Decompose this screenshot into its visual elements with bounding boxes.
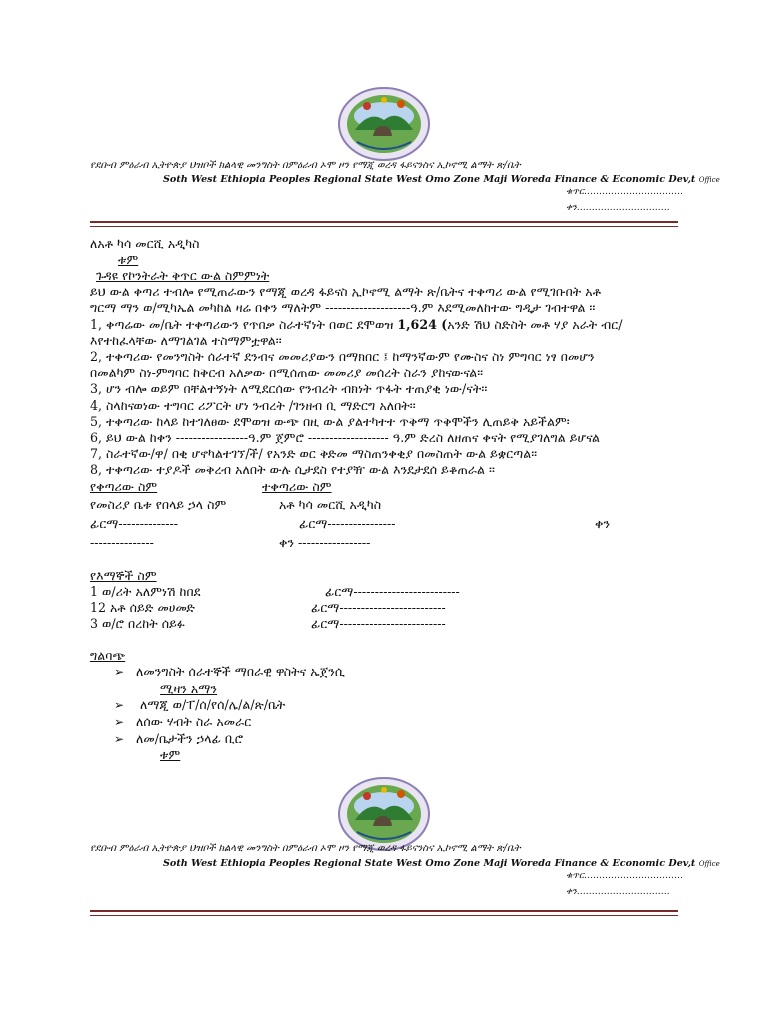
copy-item-3 — [114, 714, 251, 730]
salary-in-words: አንድ ሽህ ስድስት መቶ ሃያ አራት ብር/ — [447, 317, 623, 332]
copy-item-1-text: ለመንግስት ሰራተኞች ማበራዊ ዋስትና ኤጀንሲ — [136, 664, 345, 679]
employer-date-label: ቀን — [595, 516, 611, 531]
witness-1-name: 1 ወ/ሪት አለምነሽ ከበደ — [90, 584, 201, 599]
clause-6: 6, ይህ ውል ከቀን -----------------ዓ.ም ጀምሮ ------------------- ዓ.ም ድረስ ለዘጠና ቀናት የሚያገለግል ይሆናል — [90, 430, 600, 445]
clause-8: 8, ተቀጣሪው ተያዶች መቅረብ አለበት ውሉ ሲታደስ የተያዥ ውል እንደታደሰ ይቆጠራል ፡፡ — [90, 462, 495, 477]
header-english-office — [163, 174, 720, 185]
clause-3: 3, ሆን ብሎ ወይም በቸልተኝነት ለሚደርሰው የንብረት ብክነት ጥፋት ተጠያቂ ነው/ናት፡፡ — [90, 381, 488, 396]
footer-english-office-suffix: Office — [698, 860, 720, 868]
header-divider-thin — [90, 226, 678, 227]
letter-subject-text: ጉዳዩ የኮንትራት ቅጥር ውል ስምምነት — [96, 268, 270, 283]
employee-heading: ተቀጣሪው ስም — [262, 479, 332, 494]
letter-subject — [96, 268, 269, 284]
copy-item-2-text: ለማጂ ወ/ፐ/ሰ/የሰ/ሌ/ል/ጽ/ቤት — [136, 697, 286, 712]
arrow-bullet-icon: ➢ — [114, 715, 125, 729]
footer-english-office-text: Soth West Ethiopia Peoples Regional State West Omo Zone Maji Woreda Finance & Economic Dev,t — [163, 858, 696, 869]
copy-item-1-subtitle: ሚዛን አማን — [160, 681, 218, 696]
reference-number: ቁጥር…………………………… — [566, 187, 683, 197]
footer-divider — [90, 910, 678, 912]
clause-2-line-1: 2, ተቀጣሪው የመንግስት ሰራተኛ ደንብና መመሪያውን በማክበር ፤ ከማንኛውም የሙስና ስነ ምግባር ነፃ በመሆን — [90, 349, 595, 364]
recipient-location: ቱም — [118, 252, 139, 267]
reference-date: ቀን…………………………. — [566, 203, 670, 213]
footer-divider-thin — [90, 915, 678, 916]
government-seal-logo — [337, 86, 431, 162]
clause-1-line-1 — [90, 317, 623, 333]
arrow-bullet-icon: ➢ — [114, 665, 125, 679]
footer-reference-number: ቁጥር…………………………… — [566, 871, 683, 881]
header-english-office-suffix: Office — [698, 176, 720, 184]
copies-heading: ግልባጭ — [90, 648, 126, 663]
witness-2-signature: ፊርማ------------------------- — [311, 600, 446, 615]
clause-1-text: 1, ቀጣሬው መ/ቤት ተቀጣሪውን የጥበቃ ስራተኛነት በወር ደሞወዝ — [90, 317, 398, 332]
copy-item-3-text: ለሰው ሃብት ስራ አመራር — [136, 714, 252, 729]
footer-amharic-office: የደቡብ ምዕራብ ኢትዮጵያ ህዝቦች ክልላዊ መንግስት በምዕራብ ኦሞ ዞን የማጂ ወረዳ ፋይናንስና ኢኮኖሚ ልማት ጽ/ቤት — [90, 843, 521, 854]
clause-2-line-2: በመልካም ስነ-ምግባር ከቅርብ አለቃው በሚሰጠው መመሪያ መሰረት ስራን ያከናውናል፡፡ — [90, 365, 484, 380]
footer-reference-date: ቀን…………………………. — [566, 887, 670, 897]
header-english-office-text: Soth West Ethiopia Peoples Regional State West Omo Zone Maji Woreda Finance & Economic Dev,t — [163, 174, 696, 185]
witness-3-name: 3 ወ/ሮ በረከት ሰይፉ — [90, 616, 185, 631]
clause-5: 5, ተቀጣሪው ከላይ ከተገለፀው ደሞወዝ ውጭ በዚ ውል ያልተካተተ ጥቅማ ጥቅሞችን ሊጠይቅ አይችልም፡ — [90, 414, 570, 429]
copy-item-4 — [114, 731, 243, 747]
copy-item-4-text: ለመ/ቤታችን ኃላፊ ቢሮ — [136, 731, 244, 746]
letter-intro-line-2: ግርማ ማን ወ/ሚካኤል መካከል ዛሬ በቀን ማለትም --------------------ዓ.ም እደሚመለከተው ግዲታ ገብተዋል ፡፡ — [90, 300, 596, 315]
witness-3-signature: ፊርማ------------------------- — [311, 616, 446, 631]
employer-name: የመስሪያ ቤቱ የበላይ ኃላ ስም — [90, 497, 227, 512]
header-amharic-office: የደቡብ ምዕራብ ኢትዮጵያ ህዝቦች ክልላዊ መንግስት በምዕራብ ኦሞ ዞን የማጂ ወረዳ ፋይናንስና ኢኮኖሚ ልማት ጽ/ቤት — [90, 160, 521, 171]
witnesses-heading: የእማኞች ስም — [90, 568, 157, 583]
copy-item-4-subtitle: ቱም — [160, 747, 181, 762]
clause-4: 4, ስላከናወነው ተግባር ሪፖርት ሆነ ንብረት /ገንዘብ ቢ ማድርግ አለበት፡፡ — [90, 398, 416, 413]
header-divider — [90, 221, 678, 223]
copy-item-2 — [114, 697, 285, 713]
employee-signature: ፊርማ---------------- — [299, 516, 396, 531]
arrow-bullet-icon: ➢ — [114, 732, 125, 746]
witness-2-name: 12 አቶ ሰይድ መሀመድ — [90, 600, 195, 615]
arrow-bullet-icon: ➢ — [114, 698, 125, 712]
employee-name: አቶ ካሳ መርሺ አዲካስ — [279, 497, 382, 512]
recipient-name: ለአቶ ካሳ መርሺ አዲካስ — [90, 236, 200, 251]
clause-1-line-2: እየተከፈላቸው ለማገልገል ተስማምቷዋል፡፡ — [90, 333, 282, 348]
footer-english-office — [163, 858, 720, 869]
government-seal-logo-bottom — [337, 776, 431, 852]
witness-1-signature: ፊርማ------------------------- — [325, 584, 460, 599]
copy-item-1 — [114, 664, 345, 680]
employee-date: ቀን ----------------- — [279, 535, 371, 550]
employer-signature: ፊርማ-------------- — [90, 516, 178, 531]
clause-7: 7, ስራተኛው/ዋ/ በቂ ሆኖካልተገኘ/ች/ የአንድ ወር ቅድመ ማስጠንቀቂያ በመስጠት ውል ይቋርጣል፡፡ — [90, 446, 538, 461]
salary-amount: 1,624 ( — [397, 317, 448, 332]
employer-heading: የቀጣሪው ስም — [90, 479, 158, 494]
employer-date-dashes: --------------- — [90, 535, 154, 550]
letter-intro-line-1: ይህ ውል ቀጣሪ ተብሎ የሚጠራውን የማጂ ወረዳ ፋይናስ ኢኮኖሚ ልማት ጽ/ቤትና ተቀጣሪ ውል የሚገቡበት አቶ — [90, 284, 601, 299]
